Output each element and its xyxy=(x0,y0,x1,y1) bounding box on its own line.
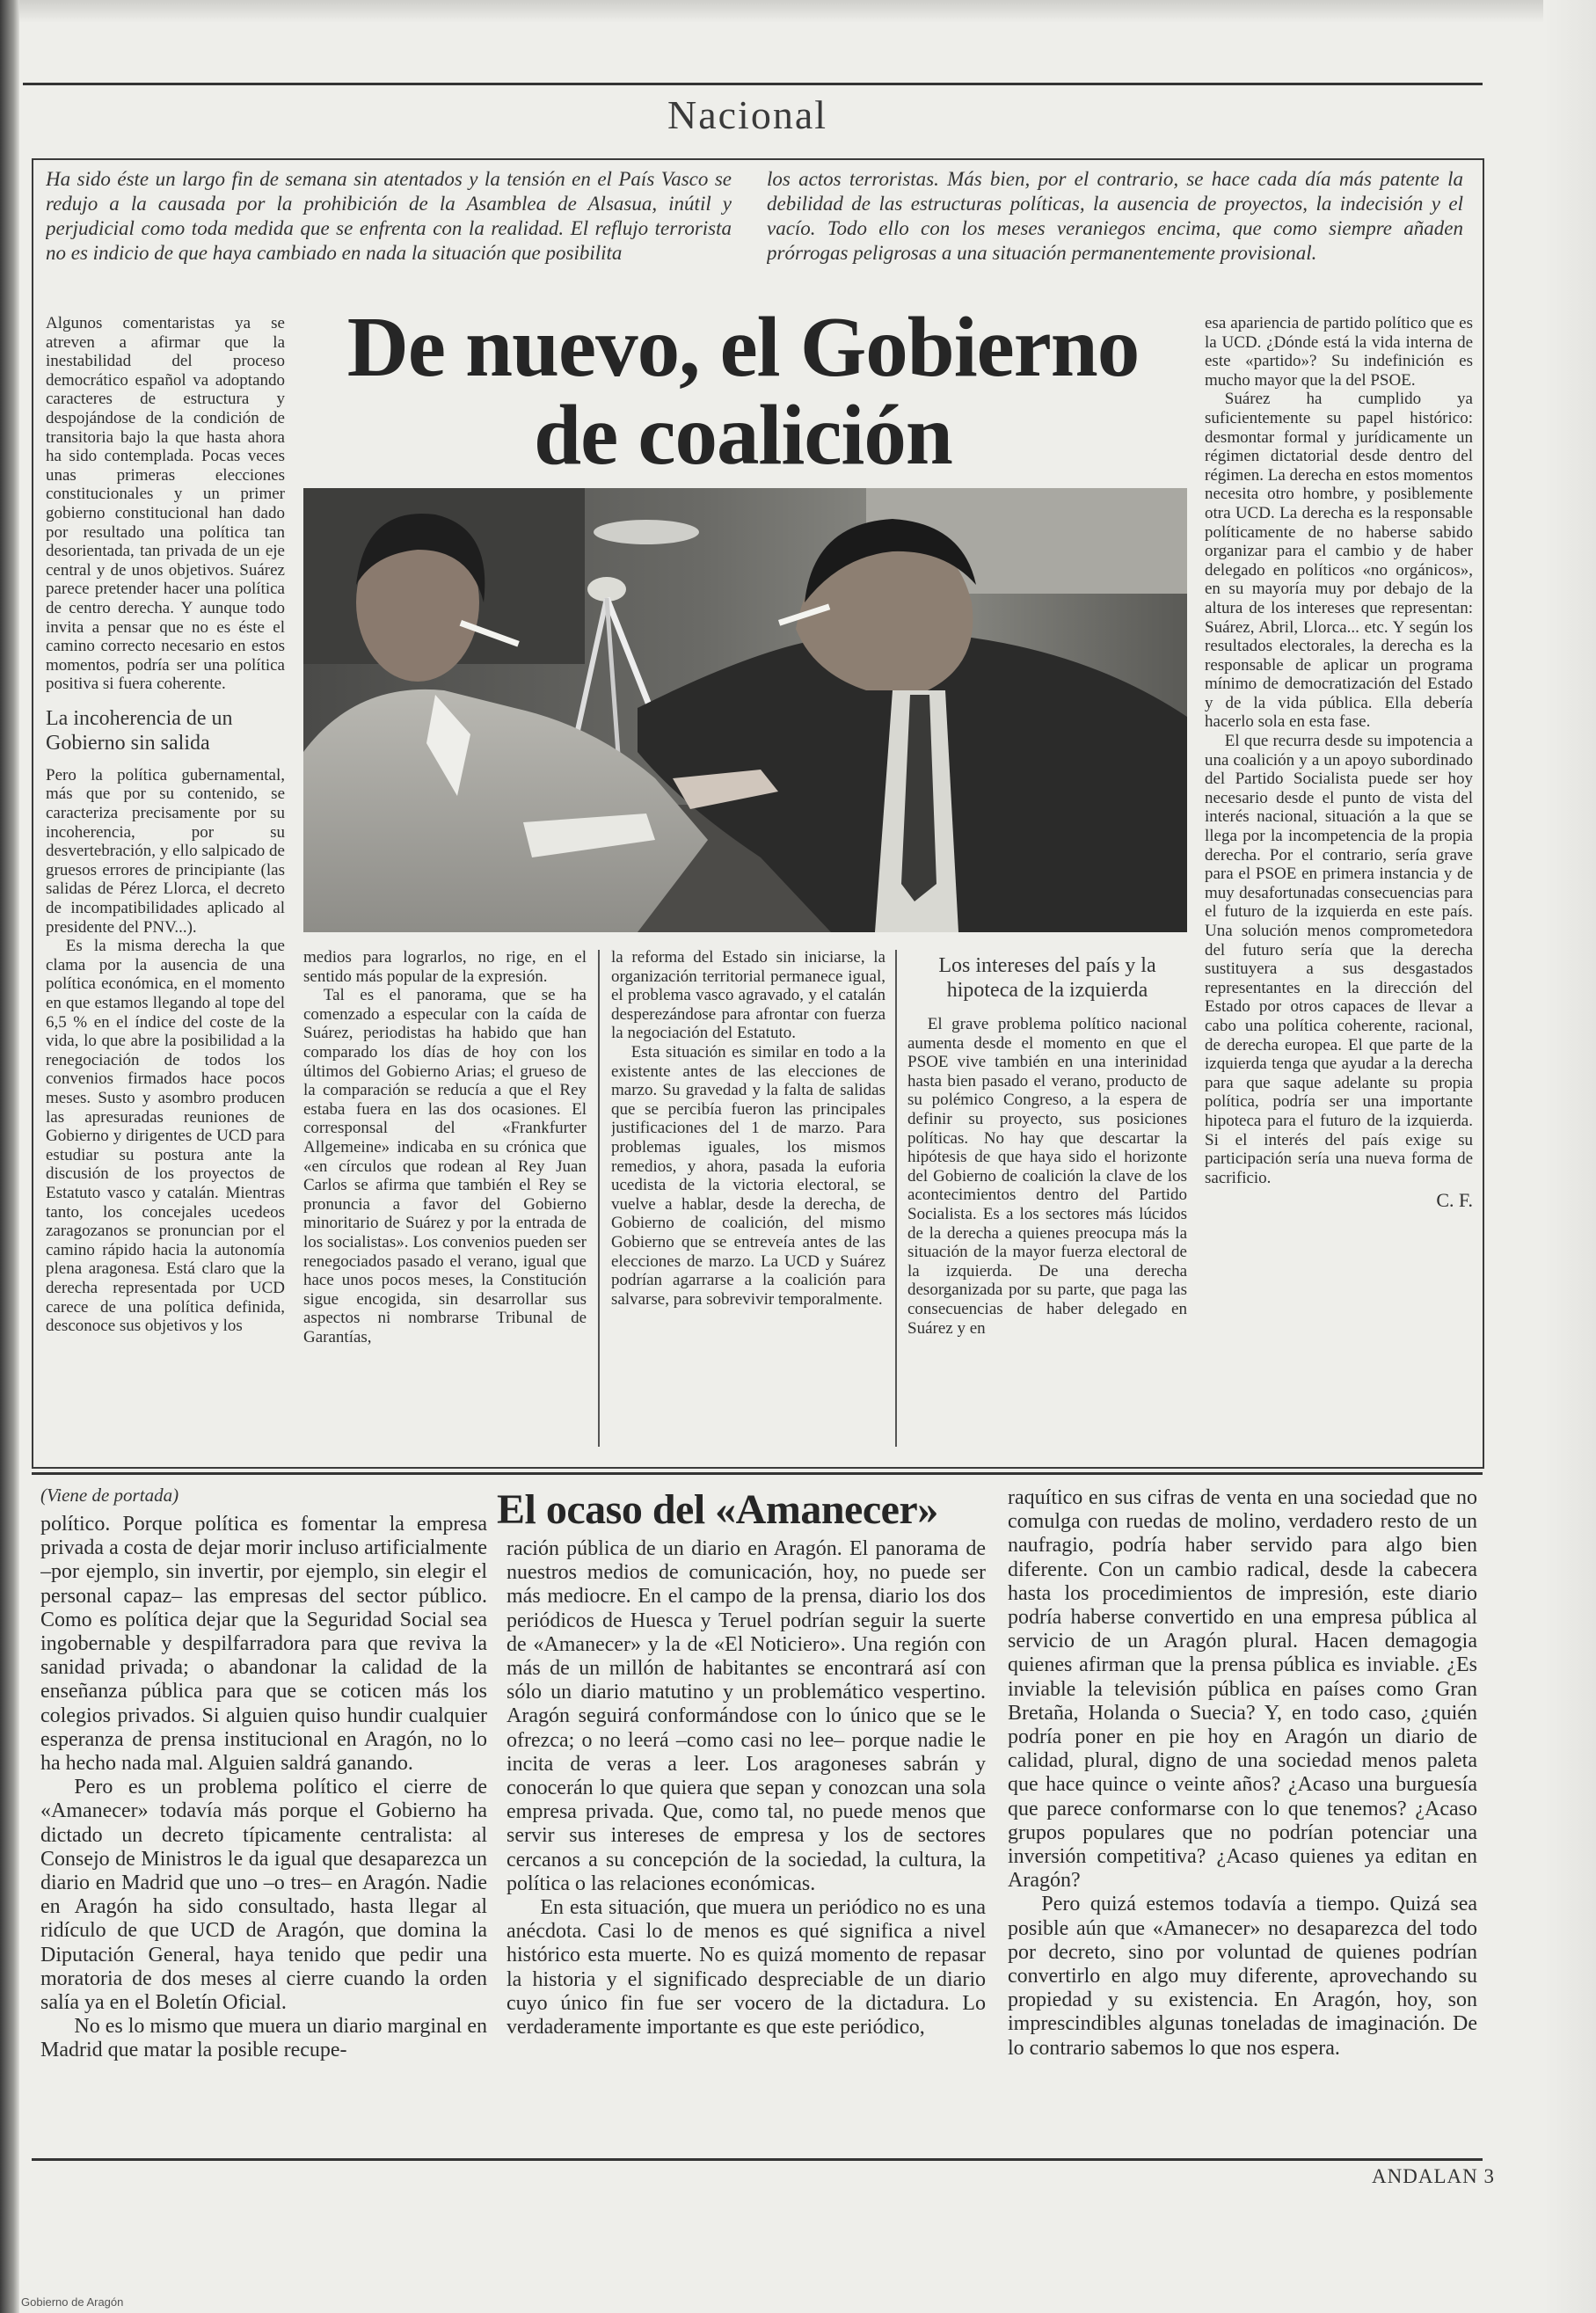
column-b xyxy=(611,948,885,1454)
intro-left: Ha sido éste un largo fin de semana sin atentados y la tensión en el País Vasco se redujo a la causada por la prohibición de la Asamblea de Alsasua, inútil y perjudicial como toda medida que se enfrenta con la realidad. El reflujo terrorista no es indicio de que haya cambiado en nada la situación que posibilita xyxy=(46,168,732,264)
bottom-right-paragraph: Pero quizá estemos todavía a tiempo. Quizá sea posible aún que «Amanecer» no desaparezca del todo por decreto, sino por voluntad de quienes podrían convertirlo en algo muy diferente, aprovechando su propiedad y su existencia. En Aragón, hoy, son imprescindibles algunas toneladas de imaginación. De lo contrario sabemos lo que nos espera. xyxy=(1008,1893,1477,2060)
bottom-left-column xyxy=(40,1513,487,2156)
column-c-paragraph: El grave problema político nacional aumenta desde el momento en que el PSOE vive también en una interinidad hasta bien pasado el verano, producto de su polémico Congreso, a la espera de definir su proyecto, sus posiciones políticas. No hay que descartar la hipótesis de que haya sido el horizonte del Gobierno de coalición la clave de los acontecimientos dentro del Partido Socialista. Es a los sectores más lúcidos de la derecha a quienes preocupa más la situación de la mayor fuerza electoral de la izquierda. De una derecha desorganizada por su parte, que paga las consecuencias de haber delegado en Suárez y en xyxy=(907,1015,1187,1338)
column-a xyxy=(303,948,587,1454)
bottom-section-top-rule xyxy=(32,1472,1483,1475)
column-a-paragraph: medios para lograrlos, no rige, en el sentido más popular de la expresión. xyxy=(303,948,587,986)
column-a-paragraph: Tal es el panorama, que se ha comenzado a especular con la caída de Suárez, periodistas ha habido que han comparado los días de hoy con los últimos del Gobierno Arias; el grueso de la comparación se reducía a que el Rey estaba fuera en las dos ocasiones. El corresponsal del «Frankfurter Allgemeine» indicaba en su crónica que «en círculos que rodean al Rey Juan Carlos se afirma que también el Rey se pronuncia a favor del Gobierno minoritario de Suárez y por la entrada de los socialistas». Los convenios pueden ser renegociados pasado el verano, igual que hace unos pocos meses, la Constitución sigue encogida, sin desarrollar sus aspectos ni nombrarse Tribunal de Garantías, xyxy=(303,986,587,1346)
bottom-left-paragraph: político. Porque política es fomentar la empresa privada a costa de dejar morir incluso artificialmente –por ejemplo, sin invertir, por ejemplo, sin elegir el personal capaz– las empresas del sector público. Como es política dejar que la Seguridad Social sea ingobernable y despilfarradora para que reviva la sanidad privada; o abandonar la calidad de la enseñanza pública para que se coticen más los colegios privados. Si alguien quiso hundir cualquier esperanza de prensa institucional en Aragón, no lo ha hecho nada mal. Alguien saldrá ganando. xyxy=(40,1513,487,1776)
intro-right: los actos terroristas. Más bien, por el contrario, se hace cada día más patente la debilidad de las estructuras políticas, la ausencia de proyectos, la indecisión y el vacío. Todo ello con los meses veraniegos encima, que como siempre añaden prórrogas peligrosas a una situación permanentemente provisional. xyxy=(767,168,1463,264)
right-column xyxy=(1205,314,1473,1453)
author-signature: C. F. xyxy=(1436,1189,1473,1212)
bottom-middle-paragraph: ración pública de un diario en Aragón. El panorama de nuestros medios de comunicación, hoy, no puede ser más mediocre. En el campo de la prensa, diario los dos periódicos de Huesca y Teruel podrían seguir la suerte de «Amanecer» y la de «El Noticiero». Una región con más de un millón de habitantes se encontrará así con sólo un diario matutino y un problemático vespertino. Aragón seguirá conformándose con lo único que se le ofrezca; o no leerá –como casi no lee– porque nadie le incita de veras a leer. Los aragoneses sabrán y conocerán lo que quiera que sepan y conozcan una sola empresa privada. Que, como tal, no puede menos que servir sus intereses de empresa y los de sectores cercanos a su concepción de la sociedad, la cultura, la política o las relaciones económicas. xyxy=(506,1537,986,1895)
page-left-binding-shadow xyxy=(0,0,19,2313)
photo-two-politicians xyxy=(303,488,1187,932)
bottom-left-paragraph: Pero es un problema político el cierre de «Amanecer» todavía más porque el Gobierno ha dictado un decreto típicamente centralista: al Consejo de Ministros le da igual que desaparezca un diario en Madrid que uno –o tres– en Aragón. Nadie en Aragón ha sido consultado, hasta llegar al ridículo de que UCD de Aragón, que domina la Diputación General, haya tenido que pedir una moratoria de dos meses al cierre cuando la orden salía ya en el Boletín Oficial. xyxy=(40,1776,487,2015)
column-c xyxy=(907,948,1187,1454)
bottom-right-paragraph: raquítico en sus cifras de venta en una sociedad que no comulga con ruedas de molino, verdadero resto de un naufragio, podría haber servido para algo bien diferente. Con un cambio radical, desde la cabecera hasta los procedimientos de impresión, este diario podría haberse convertido en una empresa pública al servicio de un Aragón plural. Hacen demagogia quienes afirman que la prensa pública es inviable. ¿Es inviable la televisión pública en países como Gran Bretaña, Holanda o Suecia? Y, en todo caso, ¿quién podría poner en pie hoy en Aragón un diario de calidad, plural, digno de una sociedad menos paleta que hace quince o veinte años? ¿Acaso una burguesía que parece conformarse con lo que tenemos? ¿Acaso grupos populares que no podrían potenciar una inversión competitiva? ¿Acaso quienes ya editan en Aragón? xyxy=(1008,1486,1477,1893)
section-title: Nacional xyxy=(667,92,828,137)
left-column-paragraph: Pero la política gubernamental, más que por su contenido, se caracteriza precisamente por su incoherencia, por su desvertebración, y ello salpicado de gruesos errores de principiante (las salidas de Pérez Llorca, el decreto de incompatibilidades aplicado al presidente del PNV...). xyxy=(46,765,285,937)
column-divider xyxy=(598,950,600,1447)
page-right-margin xyxy=(1543,0,1596,2313)
column-b-paragraph: la reforma del Estado sin iniciarse, la organización territorial permanece igual, el problema vasco agravado, y el catalán desperezándose para afrontar con fuerza la negociación del Estatuto. xyxy=(611,948,885,1043)
photo xyxy=(303,488,1187,932)
left-column-paragraph: Es la misma derecha la que clama por la ausencia de una política económica, en el momento en que estamos llegando al tope del 6,5 % en el índice del coste de la vida, lo que abre la posibilidad a la renegociación de todos los convenios firmados hace pocos meses. Susto y asombro producen las apresuradas reuniones de Gobierno y dirigentes de UCD para estudiar su postura ante la discusión de los proyectos de Estatuto vasco y catalán. Mientras tanto, los concejales ucedeos zaragozanos se pronuncian por el camino rápido hacia la autonomía plena aragonesa. Está claro que la derecha representada por UCD carece de una política definida, desconoce sus objetivos y los xyxy=(46,937,285,1336)
headline-line-1: De nuevo, el Gobierno xyxy=(346,303,1140,394)
bottom-section-bottom-rule xyxy=(32,2158,1483,2161)
column-divider xyxy=(895,950,897,1447)
column-c-title: Los intereses del país y la hipoteca de la izquierda xyxy=(938,954,1156,1002)
headline-line-2: de coalición xyxy=(534,388,952,482)
archive-credit: Gobierno de Aragón xyxy=(21,2295,124,2309)
bottom-headline: El ocaso del «Amanecer» xyxy=(497,1486,938,1533)
bottom-left-paragraph: No es lo mismo que muera un diario marginal en Madrid que matar la posible recupe- xyxy=(40,2015,487,2062)
bottom-right-column xyxy=(1008,1486,1477,2156)
page-top-shadow xyxy=(0,0,1596,23)
bottom-middle-paragraph: En esta situación, que muera un periódico no es una anécdota. Casi lo de menos es qué significa a nivel histórico esta muerte. No es quizá momento de repasar la historia y el significado despreciable de un diario cuyo único fin fue ser vocero de la dictadura. Lo verdaderamente importante es que este periódico, xyxy=(506,1896,986,2039)
left-column-paragraph: Algunos comentaristas ya se atreven a afirmar que la inestabilidad del proceso democrático español va adoptando caracteres de estructura y despojándose de la condición de transitoria bajo la que hasta ahora ha sido contemplada. Pocas veces unas primeras elecciones constitucionales y un primer gobierno constitucional han dado por resultado una política tan desorientada, tan privada de un eje central y de unos objetivos. Suárez parece pretender hacer una política de centro derecha. Y aunque todo invita a pensar que no es éste el camino correcto necesario en estos momentos, podría ser una política positiva si fuera coherente. xyxy=(46,314,285,694)
page-footer: ANDALAN 3 xyxy=(1372,2165,1495,2187)
headline xyxy=(290,303,1196,484)
right-column-paragraph: Suárez ha cumplido ya suficientemente su papel histórico: desmontar formal y jurídicamente un régimen dictatorial desde dentro del régimen. La derecha en estos momentos necesita otro hombre, y posiblemente otra UCD. La derecha es la responsable políticamente de no haberse sabido organizar para el cambio y de haber delegado en políticos «no orgánicos», en su mayoría muy por debajo de la altura de los intereses que representan: Suárez, Abril, Llorca... etc. Y según los resultados electorales, la derecha es la responsable de aplicar un programa mínimo de democratización del Estado y de la vida pública. Ella debería hacerlo sola en esta fase. xyxy=(1205,390,1473,732)
right-column-paragraph: El que recurra desde su impotencia a una coalición y a un apoyo subordinado del Partido Socialista puede ser hoy necesario desde el punto de vista del interés nacional, situación a la que se llega por la incompetencia de la propia derecha. Por el contrario, sería grave para el PSOE en primera instancia y de muy desafortunadas consecuencias para el futuro de la izquierda en este país. Una solución menos comprometedora del futuro sería que la derecha sustituyera a sus desgastados representantes en la dirección del Estado por otros capaces de llevar a cabo una política coherente, racional, de derecha europea. El que parte de la izquierda tenga que ayudar a la derecha para que saque adelante su propia política, podría ser una importante hipoteca para el futuro de la izquierda. Si el interés del país exige su participación sería una nueva forma de sacrificio. xyxy=(1205,732,1473,1187)
bottom-middle-column xyxy=(506,1537,986,2156)
left-column-subhead: La incoherencia de un Gobierno sin salida xyxy=(46,706,233,755)
top-rule xyxy=(23,83,1483,85)
continued-kicker: (Viene de portada) xyxy=(40,1485,179,1506)
right-column-paragraph: esa apariencia de partido político que es la UCD. ¿Dónde está la vida interna de este «partido»? Su indefinición es mucho mayor que la del PSOE. xyxy=(1205,314,1473,390)
column-b-paragraph: Esta situación es similar en todo a la existente antes de las elecciones de marzo. Su gravedad y la falta de salidas que se percibía fueron las principales justificaciones del 1 de marzo. Para problemas iguales, los mismos remedios, y ahora, pasada la euforia ucedista de la victoria electoral, se vuelve a hablar, desde la derecha, de Gobierno de coalición, del mismo Gobierno que se entreveía antes de las elecciones de marzo. La UCD y Suárez podrían agarrarse a la coalición para salvarse, para sobrevivir temporalmente. xyxy=(611,1042,885,1309)
left-column xyxy=(46,314,285,1450)
